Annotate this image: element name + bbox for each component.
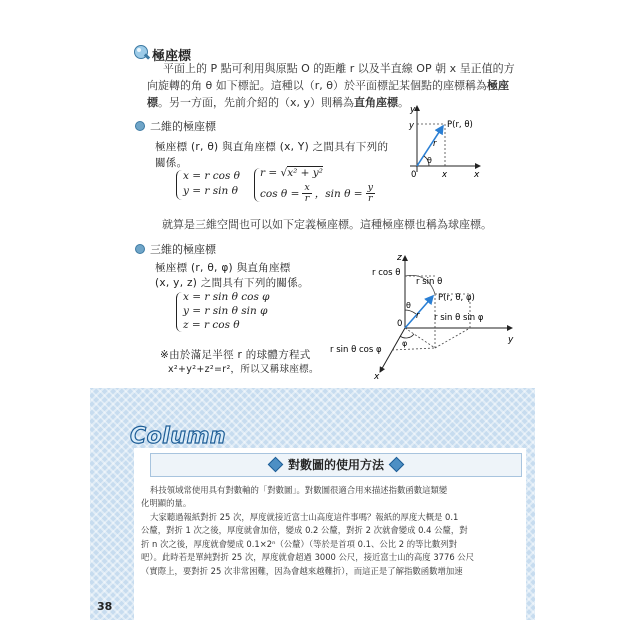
intro-line-3-text: 。另一方面，先前介紹的（x, y）則稱為	[158, 96, 355, 109]
dash-proj	[405, 328, 435, 348]
label-x-axis-3d: x	[374, 372, 380, 380]
intro-line-2-text: 向旋轉的角 θ 如下標記。這種以（r, θ）於平面標記某個點的座標稱為	[147, 79, 487, 92]
eq-3d-y: y = r sin θ sin φ	[183, 305, 268, 317]
bullet-dot-icon	[135, 121, 145, 131]
frac-den-r: r	[304, 193, 310, 204]
bullet-dot-icon-2	[135, 244, 145, 254]
label-r-3d: r	[416, 311, 420, 321]
note-line-2: x²+y²+z²=r²，所以又稱球座標。	[168, 364, 319, 375]
column-label: Column	[130, 424, 227, 449]
column-p2-line1: 大家聽過報紙對折 25 次，厚度就接近富士山高度這件事嗎？報紙的厚度大概是 0.1	[150, 512, 459, 522]
section-2d-title: 二維的極座標	[150, 120, 216, 133]
diamond-icon-left	[268, 457, 284, 473]
dash-base-x	[392, 348, 435, 350]
sqrt-icon: √	[280, 167, 288, 179]
frac-num-x: x	[304, 182, 310, 193]
dash-base-y	[435, 328, 470, 348]
eq-2d-r	[260, 167, 323, 179]
label-r: r	[433, 139, 437, 149]
section-2d-desc-1: 極座標 (r, θ) 與直角座標 (x, Y) 之間具有下列的	[155, 141, 389, 153]
column-p1-line1: 科技領域常使用具有對數軸的「對數圖」。對數圖很適合用來描述指數函數這類變	[150, 485, 448, 495]
label-phi-3d: φ	[402, 339, 408, 348]
label-origin-3d: 0	[397, 319, 403, 329]
eq-2d-cos-lhs: cos θ =	[260, 187, 300, 200]
diamond-icon-right	[389, 457, 405, 473]
label-point-p: P(r, θ)	[447, 120, 473, 130]
column-subtitle-text: 對數圖的使用方法	[287, 458, 384, 472]
section-2d-heading	[135, 118, 216, 134]
theta-arc	[405, 310, 416, 314]
bridge-sentence: 就算是三維空間也可以如下定義極座標。這種極座標也稱為球座標。	[162, 218, 492, 231]
label-rsinsin: r sin θ sin φ	[434, 313, 484, 323]
intro-line-1: 平面上的 P 點可利用與原點 O 的距離 r 以及半直線 OP 朝 x 呈正值的方	[163, 62, 515, 75]
frac-num-y: y	[367, 182, 373, 193]
eq-2d-r-rhs: x² + y²	[287, 167, 323, 179]
label-origin: 0	[411, 170, 417, 180]
column-p1-line2: 化明顯的量。	[141, 498, 192, 508]
eq-2d-x: x = r cos θ	[183, 170, 241, 182]
frac-den-r-2: r	[367, 193, 373, 204]
polar-2d-diagram	[398, 100, 488, 182]
page-title: 極座標	[152, 49, 192, 64]
intro-line-3	[147, 94, 409, 111]
label-point-p-3d: P(r, θ, φ)	[438, 293, 475, 303]
column-p2-line3: 折 n 次之後，厚度就會變成 0.1×2ⁿ（公釐）（等於是首項 0.1、公比 2 的等比數列對	[141, 539, 457, 549]
phi-arc	[400, 334, 414, 338]
column-p2-line2: 公釐，對折 1 次之後，厚度就會加倍，變成 0.2 公釐，對折 2 次就會變成 0.4 公釐，對	[141, 525, 468, 535]
label-y-axis: y	[410, 105, 416, 115]
brace-2d-left	[176, 170, 183, 200]
label-y-axis-3d: y	[508, 335, 514, 345]
intro-term-polar-b: 標	[147, 96, 158, 109]
label-rsin: r sin θ	[416, 277, 443, 287]
label-theta: θ	[427, 156, 432, 165]
column-p2-line5: （實際上，要對折 25 次非常困難，因為會越來越難折），而這正是了解指數函數增加速	[141, 566, 463, 576]
column-subtitle	[150, 456, 522, 473]
eq-2d-y: y = r sin θ	[183, 185, 238, 197]
section-3d-heading	[135, 241, 216, 257]
spherical-3d-diagram	[330, 250, 520, 380]
eq-2d-sin-lhs: ，sin θ =	[314, 188, 363, 200]
page-number: 38	[97, 600, 113, 613]
section-2d-desc-2: 關係。	[155, 157, 188, 169]
section-3d-desc-2: (x, y, z) 之間具有下列的關係。	[155, 277, 309, 289]
eq-2d-trig	[260, 183, 378, 204]
brace-3d	[176, 292, 183, 332]
note-line-1: ※由於滿足半徑 r 的球體方程式	[160, 349, 311, 361]
intro-line-2	[147, 77, 509, 94]
section-3d-desc-1: 極座標 (r, θ, φ) 與直角座標	[155, 262, 291, 274]
eq-3d-z: z = r cos θ	[183, 319, 240, 331]
eq-2d-r-lhs: r =	[260, 167, 278, 179]
eq-3d-x: x = r sin θ cos φ	[183, 291, 270, 303]
label-tick-x: x	[442, 170, 448, 180]
heading-bulb-icon	[133, 44, 151, 62]
intro-line-3-end: 。	[398, 96, 410, 109]
frac-y-over-r	[366, 183, 375, 204]
label-rcos: r cos θ	[372, 268, 401, 278]
section-3d-title: 三維的極座標	[150, 243, 216, 256]
label-rsincos: r sin θ cos φ	[330, 345, 382, 355]
label-x-axis: x	[474, 170, 480, 180]
label-z-axis: z	[397, 253, 402, 263]
frac-x-over-r	[302, 183, 311, 204]
column-p2-line4: 吧）。此時若是單純對折 25 次，厚度就會超過 3000 公尺，接近富士山的高度 3776 公尺	[141, 552, 475, 562]
label-theta-3d: θ	[406, 301, 411, 310]
label-tick-y: y	[409, 121, 415, 131]
intro-term-polar-a: 極座	[486, 79, 509, 92]
intro-term-cartesian: 直角座標	[354, 96, 399, 109]
